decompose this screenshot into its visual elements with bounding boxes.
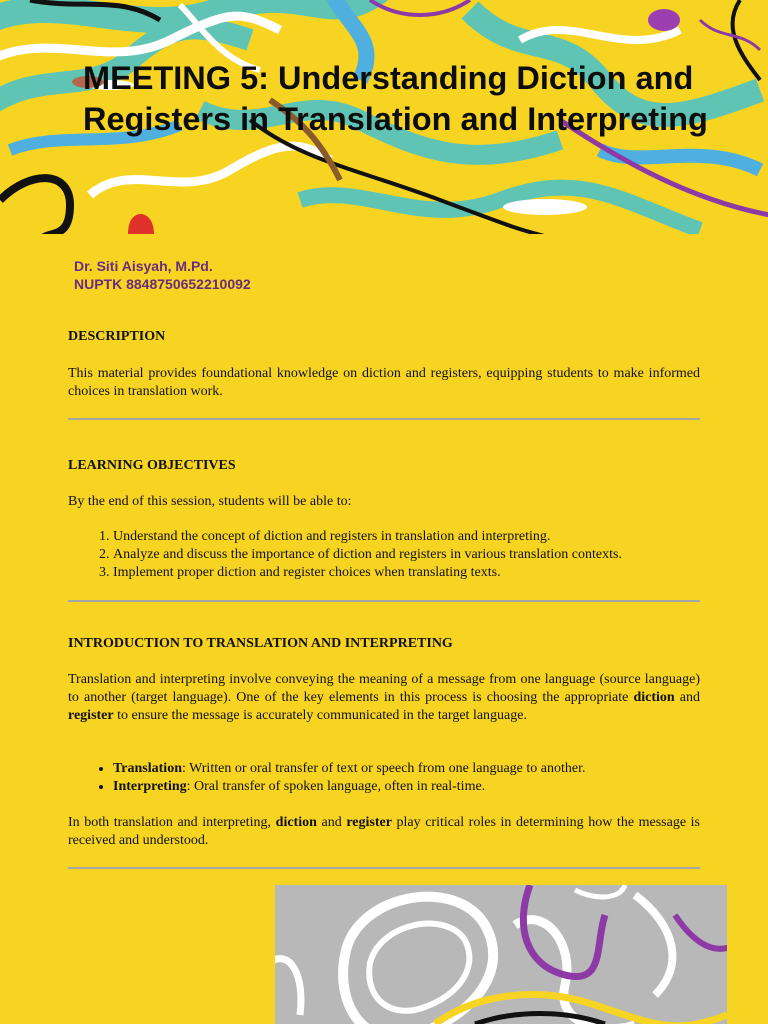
objectives-intro: By the end of this session, students will be able to: bbox=[68, 494, 352, 509]
introduction-closing-paragraph: In both translation and interpreting, diction and register play critical roles in determining how the message is received and understood. bbox=[68, 815, 700, 848]
definition-item bbox=[113, 778, 700, 796]
definition-item bbox=[113, 760, 700, 778]
description-text: This material provides foundational knowledge on diction and registers, equipping students to make informed choices in translation work. bbox=[68, 366, 700, 399]
objectives-heading: LEARNING OBJECTIVES bbox=[68, 458, 236, 473]
section-divider bbox=[68, 600, 700, 602]
definition-term: Interpreting bbox=[113, 779, 187, 794]
objective-item: 1. Understand the concept of diction and registers in translation and interpreting. bbox=[113, 528, 700, 546]
definition-term: Translation bbox=[113, 761, 182, 776]
section-divider bbox=[68, 867, 700, 869]
term-diction: diction bbox=[633, 690, 675, 705]
definitions-list bbox=[68, 760, 700, 796]
description-heading: DESCRIPTION bbox=[68, 329, 166, 344]
abstract-shapes-graphic bbox=[275, 885, 727, 1024]
author-block bbox=[74, 257, 251, 293]
definition-text: : Oral transfer of spoken language, often in real-time. bbox=[186, 779, 486, 794]
page-title: MEETING 5: Understanding Diction and Registers in Translation and Interpreting bbox=[83, 60, 708, 137]
introduction-heading: INTRODUCTION TO TRANSLATION AND INTERPRETING bbox=[68, 636, 453, 651]
introduction-paragraph: Translation and interpreting involve conveying the meaning of a message from one language (source language) to another (target language). One of the key elements in this process is choosing the appropriate diction and register to ensure the message is accurately communicated in the target language. bbox=[68, 672, 700, 723]
term-diction: diction bbox=[275, 815, 317, 830]
author-id: NUPTK 8848750652210092 bbox=[74, 276, 251, 292]
objectives-list bbox=[68, 528, 700, 582]
section-divider bbox=[68, 418, 700, 420]
author-name: Dr. Siti Aisyah, M.Pd. bbox=[74, 258, 213, 274]
definition-text: : Written or oral transfer of text or speech from one language to another. bbox=[181, 761, 586, 776]
objective-item: 3. Implement proper diction and register choices when translating texts. bbox=[113, 564, 700, 582]
term-register: register bbox=[346, 815, 392, 830]
term-register: register bbox=[68, 708, 114, 723]
objective-item: 2. Analyze and discuss the importance of diction and registers in various translation contexts. bbox=[113, 546, 700, 564]
decorative-artwork bbox=[275, 885, 727, 1024]
